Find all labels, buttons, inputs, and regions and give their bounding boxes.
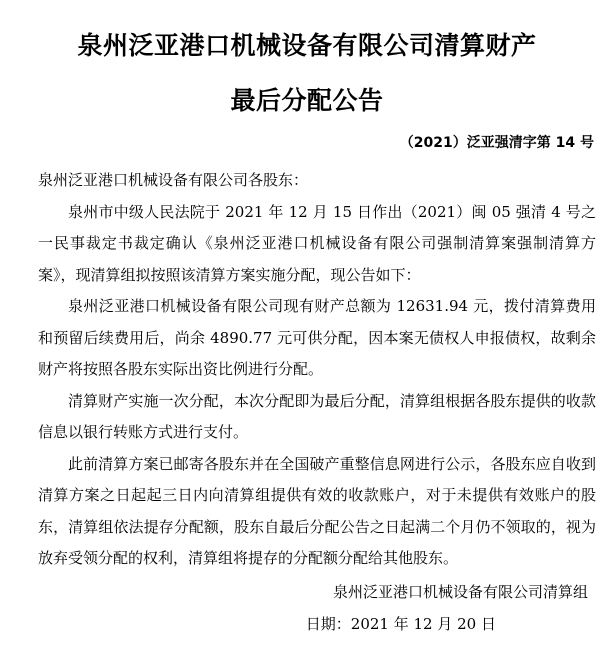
paragraph-assets: 泉州泛亚港口机械设备有限公司现有财产总额为 12631.94 元，拨付清算费用和预留后续费用后，尚余 4890.77 元可供分配，因本案无债权人申报债权，故剩余财产将按照各股东实际出资比例进行分配。	[38, 297, 596, 378]
paragraph-distribution: 清算财产实施一次分配，本次分配即为最后分配，清算组根据各股东提供的收款信息以银行转账方式进行支付。	[38, 391, 596, 441]
document-number: （2021）泛亚强清字第 14 号	[399, 135, 594, 151]
title-line-1: 泉州泛亚港口机械设备有限公司清算财产	[77, 31, 537, 60]
signature-organization: 泉州泛亚港口机械设备有限公司清算组	[332, 583, 588, 601]
paragraph-ruling: 泉州市中级人民法院于 2021 年 12 月 15 日作出（2021）闽 05 强清 4 号之一民事裁定书裁定确认《泉州泛亚港口机械设备有限公司强制清算案强制清算方案》，现清算组拟按照该清算方案实施分配，现公告如下：	[38, 202, 596, 284]
paragraph-accounts: 此前清算方案已邮寄各股东并在全国破产重整信息网进行公示，各股东应自收到清算方案之日起起三日内向清算组提供有效的收款账户，对于未提供有效账户的股东，清算组依法提存分配额，股东自最后分配公告之日起满二个月仍不领取的，视为放弃受领分配的权利，清算组将提存的分配额分配给其他股东。	[38, 454, 596, 567]
salutation: 泉州泛亚港口机械设备有限公司各股东：	[38, 171, 309, 189]
announcement-body	[38, 165, 596, 575]
signature-date: 日期：2021 年 12 月 20 日	[305, 615, 496, 633]
title-line-2: 最后分配公告	[230, 86, 384, 115]
